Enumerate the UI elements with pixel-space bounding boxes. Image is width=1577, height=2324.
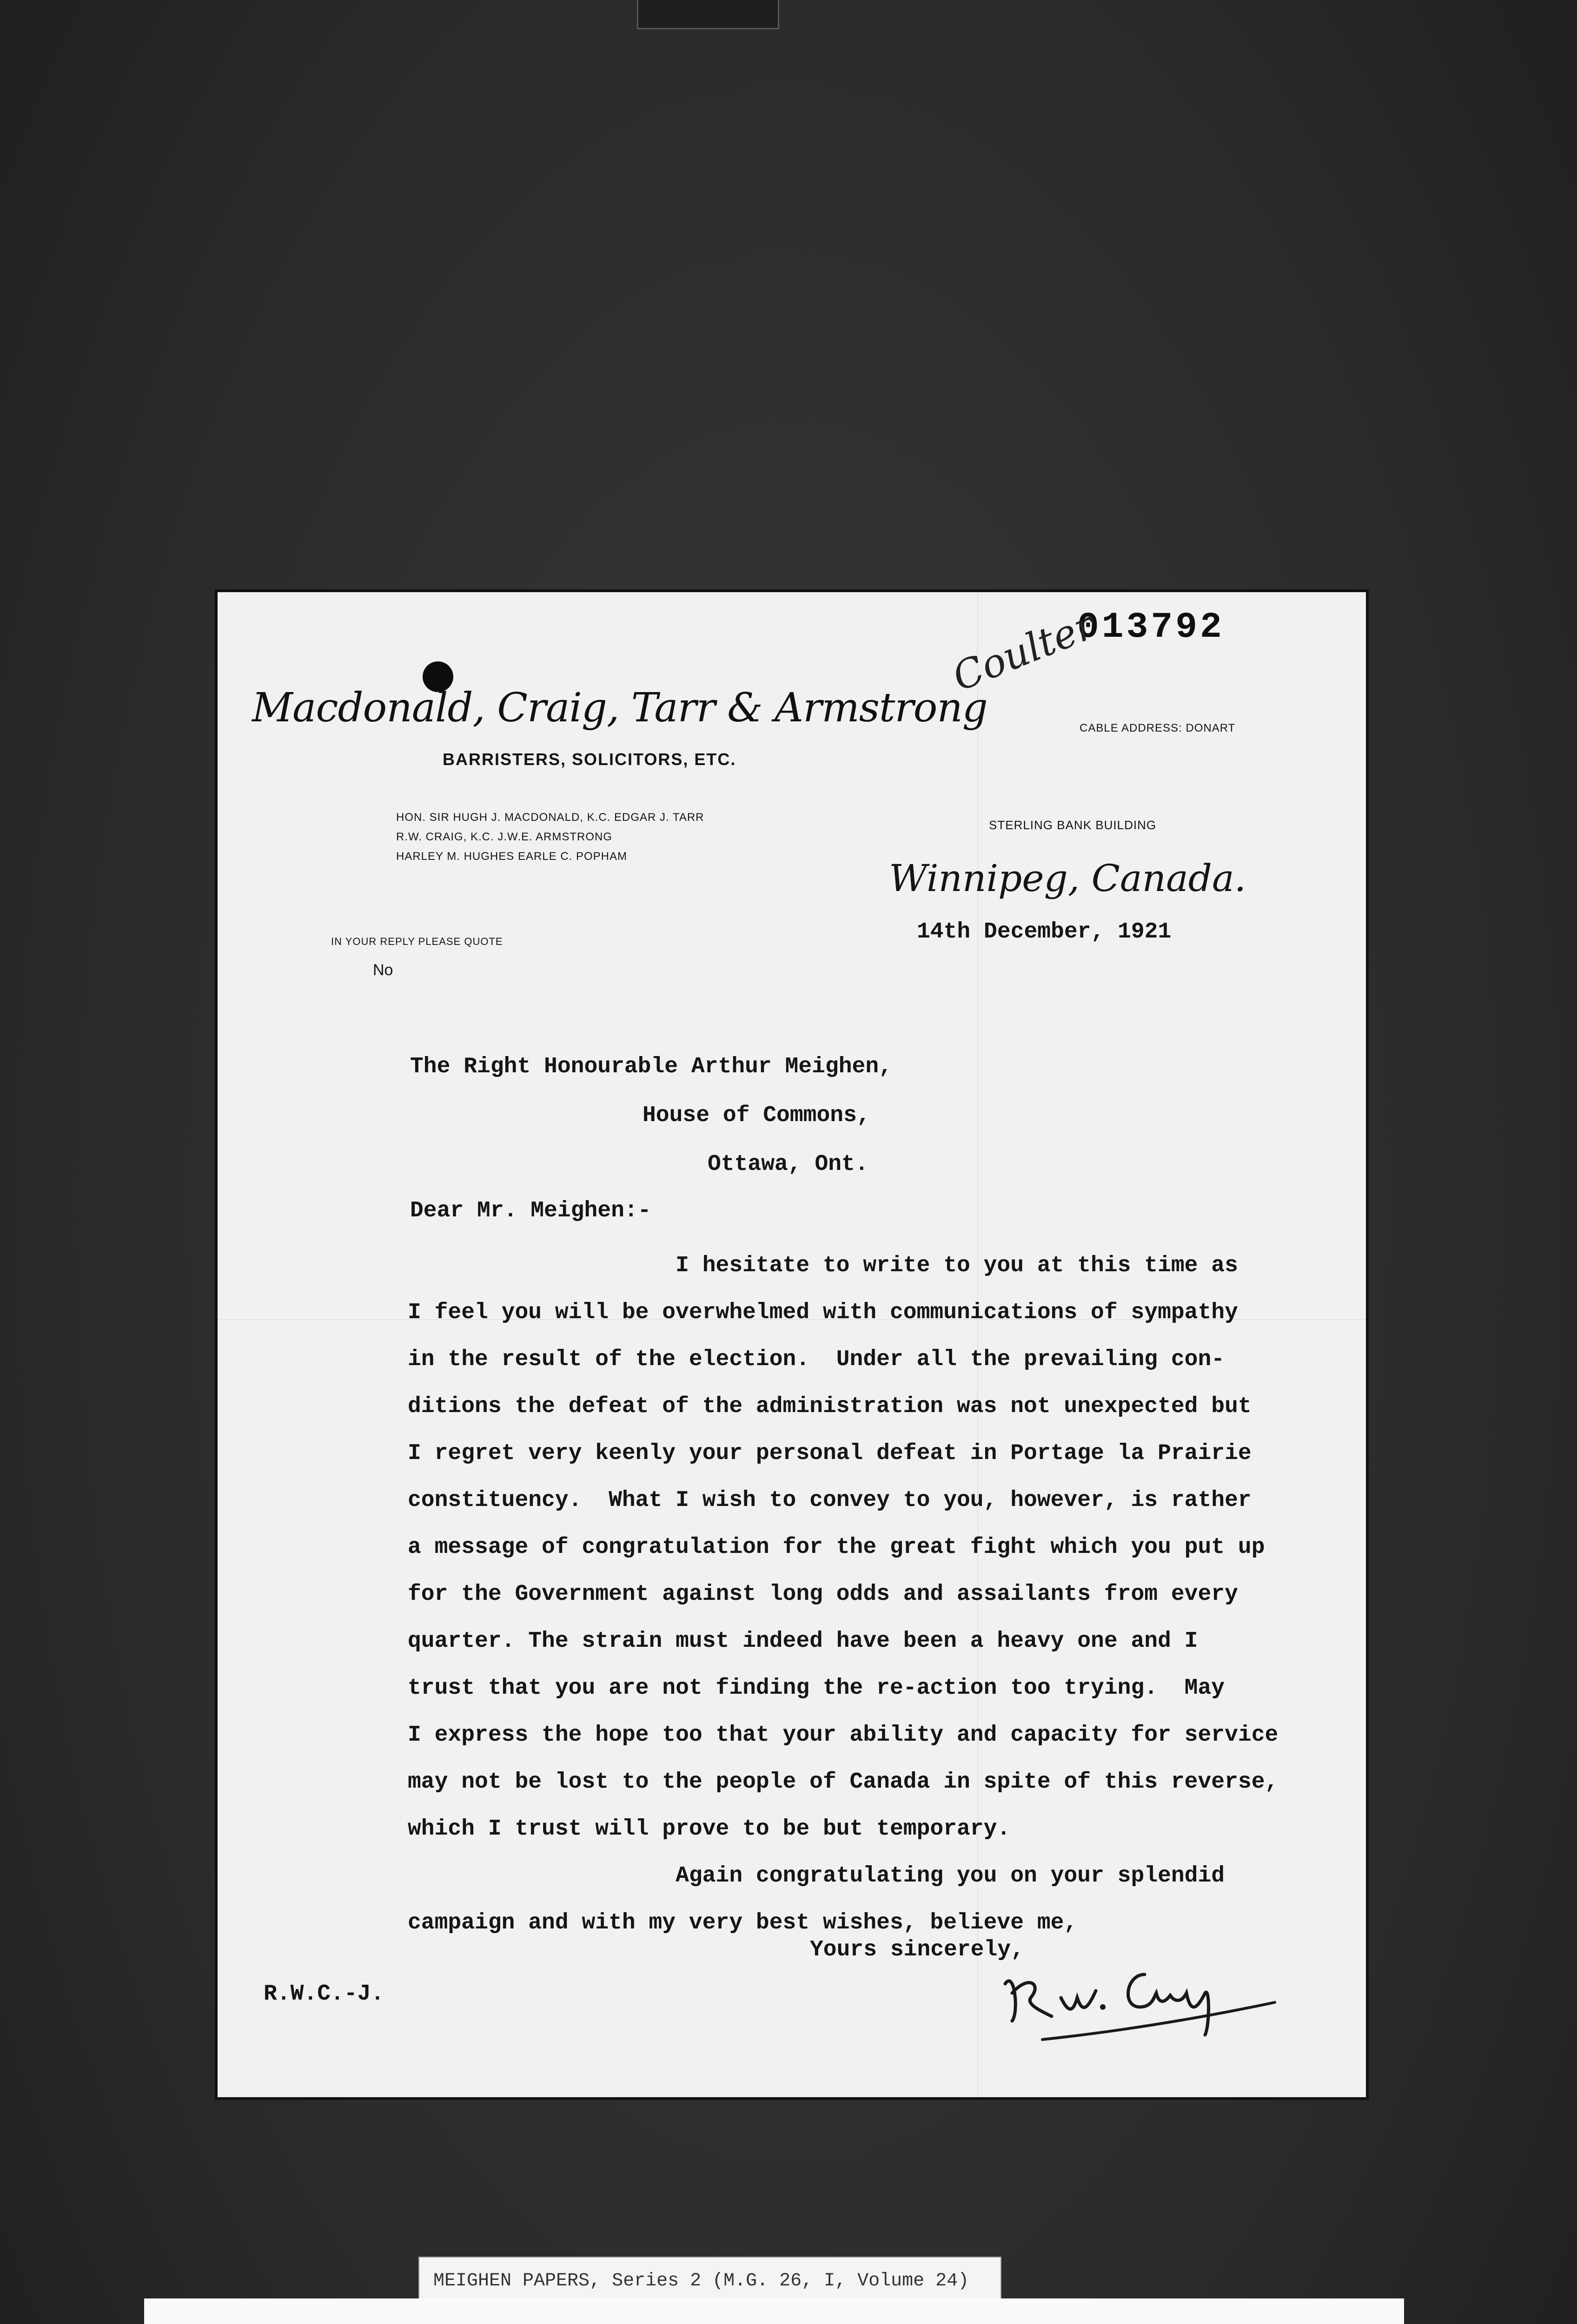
body-line: may not be lost to the people of Canada in spite of this reverse, xyxy=(408,1769,1279,1795)
body-line: Again congratulating you on your splendid xyxy=(408,1863,1225,1888)
mount-top-tab xyxy=(637,0,779,29)
cable-address: CABLE ADDRESS: DONART xyxy=(1080,722,1236,734)
body-line: a message of congratulation for the great fight which you put up xyxy=(408,1535,1265,1560)
firm-tagline: BARRISTERS, SOLICITORS, ETC. xyxy=(443,750,736,769)
body-line: I regret very keenly your personal defeat in Portage la Prairie xyxy=(408,1441,1252,1466)
salutation: Dear Mr. Meighen:- xyxy=(410,1198,651,1223)
body-line: constituency. What I wish to convey to you, however, is rather xyxy=(408,1488,1252,1513)
address-line: House of Commons, xyxy=(643,1103,870,1128)
body-line: in the result of the election. Under all the prevailing con- xyxy=(408,1347,1225,1372)
building-name: STERLING BANK BUILDING xyxy=(989,818,1157,832)
signature-image xyxy=(987,1942,1312,2049)
city-script: Winnipeg, Canada. xyxy=(889,857,1246,900)
body-line: trust that you are not finding the re-action too trying. May xyxy=(408,1676,1225,1701)
body-line: ditions the defeat of the administration was not unexpected but xyxy=(408,1394,1252,1419)
series-label: MEIGHEN PAPERS, Series 2 (M.G. 26, I, Volume 24) xyxy=(433,2271,969,2291)
body-line: quarter. The strain must indeed have been a heavy one and I xyxy=(408,1629,1198,1654)
body-line: campaign and with my very best wishes, believe me, xyxy=(408,1910,1078,1935)
typist-initials: R.W.C.-J. xyxy=(264,1981,384,2007)
document-number: 013792 xyxy=(1077,607,1225,648)
letter-date: 14th December, 1921 xyxy=(917,919,1172,944)
archive-label-card xyxy=(144,2298,1404,2324)
partners-list xyxy=(396,808,704,866)
reply-note: IN YOUR REPLY PLEASE QUOTE xyxy=(331,936,503,947)
address-line: The Right Honourable Arthur Meighen, xyxy=(410,1054,892,1079)
firm-name-logo: Macdonald, Craig, Tarr & Armstrong xyxy=(252,685,987,731)
series-label-strip xyxy=(418,2257,1001,2305)
body-line: for the Government against long odds and assailants from every xyxy=(408,1582,1238,1607)
letter-sheet xyxy=(215,589,1369,2100)
body-line: I express the hope too that your ability and capacity for service xyxy=(408,1723,1279,1748)
body-line: I feel you will be overwhelmed with communications of sympathy xyxy=(408,1300,1238,1325)
body-line: which I trust will prove to be but temporary. xyxy=(408,1816,1011,1842)
closing: Yours sincerely, xyxy=(810,1937,1024,1962)
handwritten-annotation: Coulter xyxy=(946,602,1101,700)
letter-body xyxy=(408,1242,1278,1947)
body-line: I hesitate to write to you at this time as xyxy=(408,1253,1238,1278)
reply-number-label: No xyxy=(373,961,393,979)
partners-line: HON. SIR HUGH J. MACDONALD, K.C. EDGAR J. TARR xyxy=(396,811,704,824)
address-line: Ottawa, Ont. xyxy=(708,1152,868,1177)
partners-line: R.W. CRAIG, K.C. J.W.E. ARMSTRONG xyxy=(396,831,613,843)
partners-line: HARLEY M. HUGHES EARLE C. POPHAM xyxy=(396,850,627,863)
